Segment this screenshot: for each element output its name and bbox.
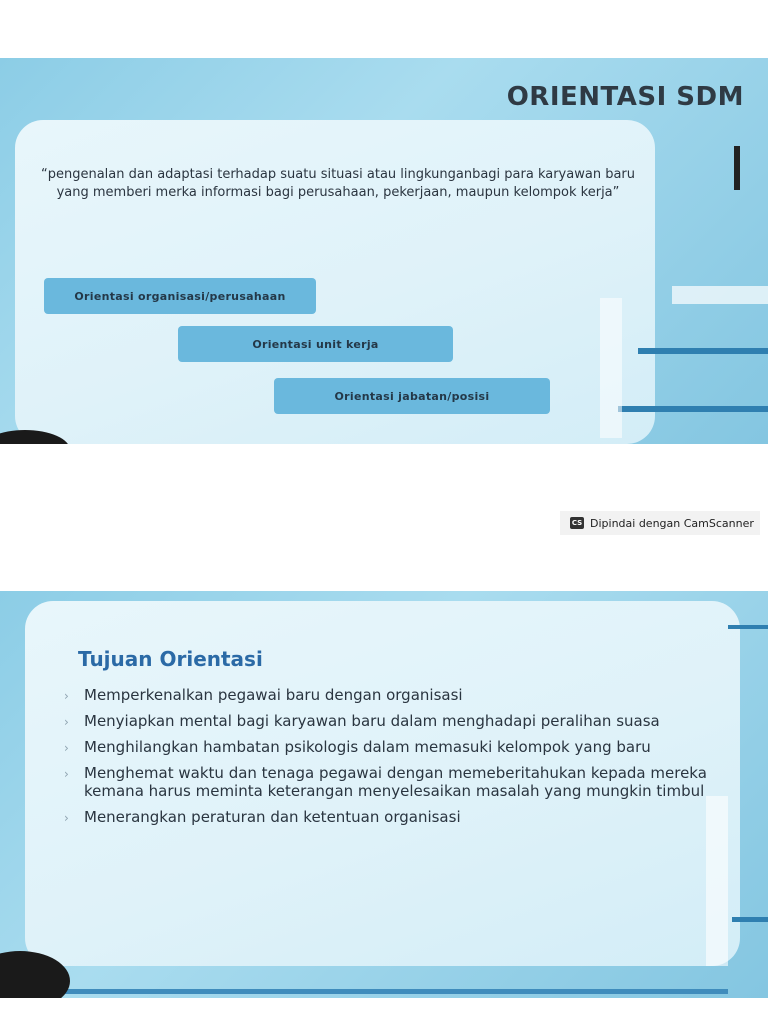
projector-glare: [672, 286, 768, 304]
slide-border-stripe: [728, 625, 768, 629]
orientation-step-organization: Orientasi organisasi/perusahaan: [44, 278, 316, 314]
bullet-arrow-icon: ›: [64, 741, 69, 755]
projector-glare: [600, 298, 622, 438]
wall-mark: [734, 146, 740, 190]
camscanner-text: Dipindai dengan CamScanner: [590, 516, 754, 530]
orientation-step-position: Orientasi jabatan/posisi: [274, 378, 550, 414]
bullet-arrow-icon: ›: [64, 715, 69, 729]
list-item: › Menghilangkan hambatan psikologis dalam memasuki kelompok yang baru: [64, 738, 651, 756]
bullet-arrow-icon: ›: [64, 811, 69, 825]
slide-photo-1: [0, 58, 768, 444]
slide-border-stripe: [732, 917, 768, 922]
slide-border-stripe: [618, 406, 768, 412]
bullet-arrow-icon: ›: [64, 689, 69, 703]
slide-bottom-stripe: [60, 989, 728, 994]
list-item: › Menerangkan peraturan dan ketentuan organisasi: [64, 808, 461, 826]
camscanner-watermark: [560, 511, 760, 535]
slide-photo-2: [0, 591, 768, 998]
list-item: › Menghemat waktu dan tenaga pegawai dengan memeberitahukan kepada mereka kemana harus meminta keterangan menyelesaikan masalah yang mungkin timbul: [64, 764, 707, 800]
list-item: › Menyiapkan mental bagi karyawan baru dalam menghadapi peralihan suasa: [64, 712, 660, 730]
definition-quote: “pengenalan dan adaptasi terhadap suatu situasi atau lingkunganbagi para karyawan baru yang memberi merka informasi bagi perusahaan, pekerjaan, maupun kelompok kerja”: [40, 167, 635, 200]
bullet-arrow-icon: ›: [64, 767, 69, 781]
list-item: › Memperkenalkan pegawai baru dengan organisasi: [64, 686, 463, 704]
objectives-list: [62, 686, 722, 834]
orientation-step-work-unit: Orientasi unit kerja: [178, 326, 453, 362]
slide-border-stripe: [638, 348, 768, 354]
slide-heading: Tujuan Orientasi: [78, 647, 263, 671]
camscanner-logo-icon: CS: [571, 519, 583, 527]
slide-title: ORIENTASI SDM: [506, 82, 744, 112]
